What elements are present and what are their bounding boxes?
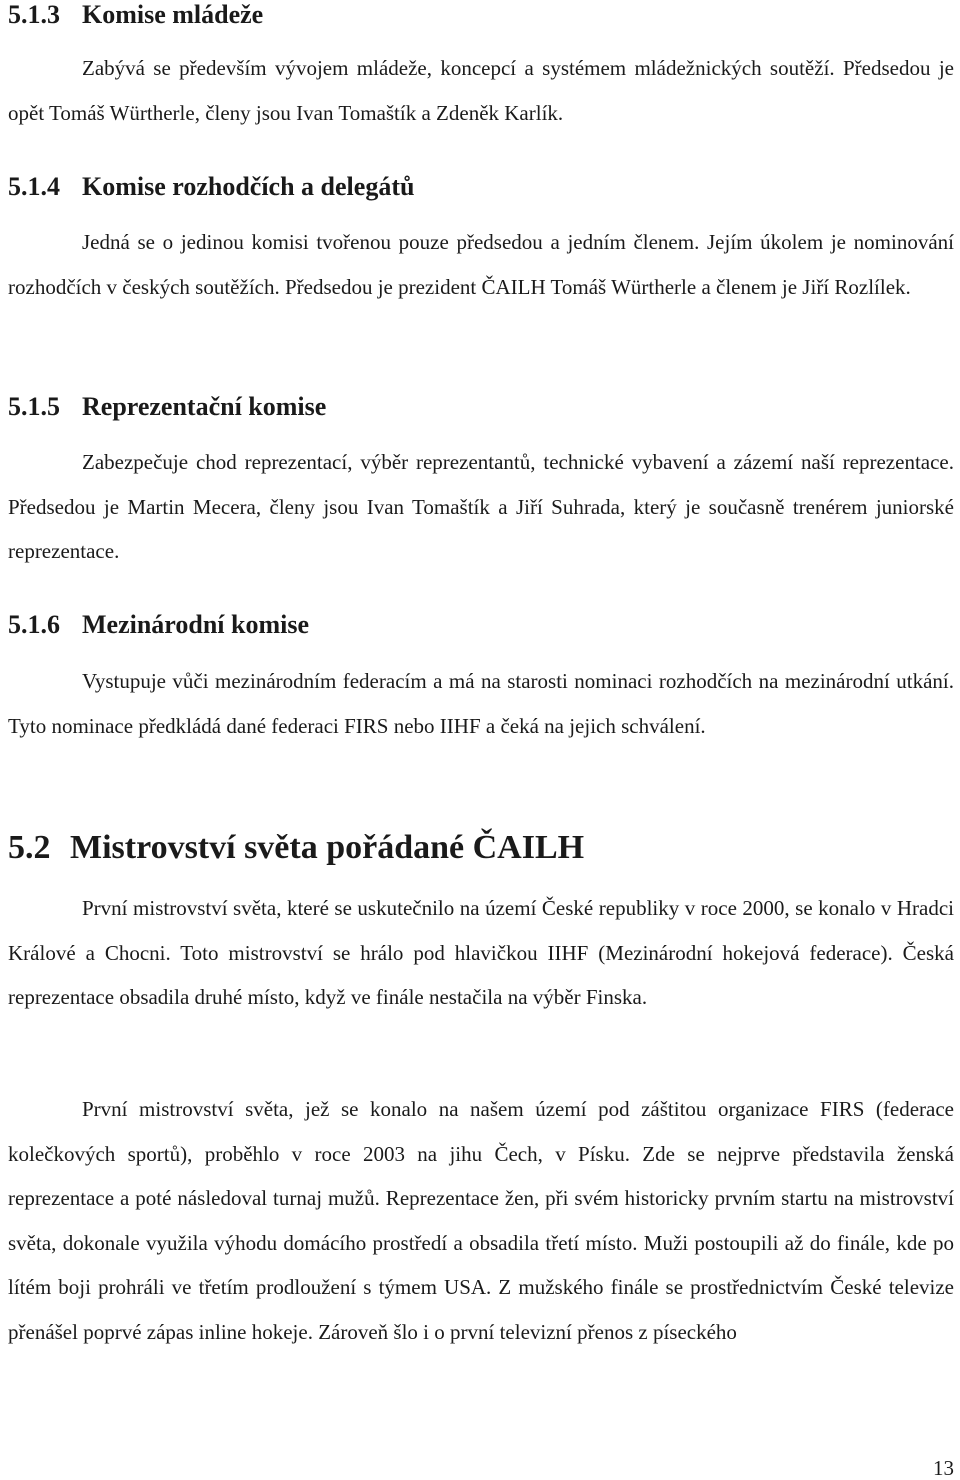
- page-number: 13: [933, 1456, 954, 1480]
- section-title: Reprezentační komise: [82, 392, 327, 421]
- section-number: 5.1.5: [8, 392, 60, 421]
- section-title: Mistrovství světa pořádané ČAILH: [70, 829, 585, 866]
- section-number: 5.1.6: [8, 610, 60, 639]
- paragraph: Jedná se o jedinou komisi tvořenou pouze předsedou a jedním členem. Jejím úkolem je nominování rozhodčích v českých soutěžích. Předsedou je prezident ČAILH Tomáš Würtherle a členem je Jiří Rozlílek.: [8, 230, 954, 299]
- paragraph: První mistrovství světa, které se uskutečnilo na území České republiky v roce 2000, se konalo v Hradci Králové a Chocni. Toto mistrovství se hrálo pod hlavičkou IIHF (Mezinárodní hokejová federace). Česká reprezentace obsadila druhé místo, když ve finále nestačila na výběr Finska.: [8, 896, 954, 1009]
- section-title: Mezinárodní komise: [82, 610, 310, 639]
- section-heading-5-1-6: [8, 610, 309, 640]
- section-heading-5-1-4: [8, 172, 414, 202]
- section-title: Komise rozhodčích a delegátů: [82, 172, 415, 201]
- section-heading-5-1-5: [8, 392, 326, 422]
- section-number: 5.1.3: [8, 0, 60, 29]
- paragraph: Zabezpečuje chod reprezentací, výběr reprezentantů, technické vybavení a zázemí naší reprezentace. Předsedou je Martin Mecera, členy jsou Ivan Tomaštík a Jiří Suhrada, který je současně trenérem juniorské reprezentace.: [8, 450, 954, 563]
- paragraph: Vystupuje vůči mezinárodním federacím a má na starosti nominaci rozhodčích na mezinárodní utkání. Tyto nominace předkládá dané federaci FIRS nebo IIHF a čeká na jejich schválení.: [8, 669, 954, 738]
- paragraph: První mistrovství světa, jež se konalo na našem území pod záštitou organizace FIRS (federace kolečkových sportů), proběhlo v roce 2003 na jihu Čech, v Písku. Zde se nejprve představila ženská reprezentace a poté následoval turnaj mužů. Reprezentace žen, při svém historicky prvním startu na mistrovství světa, dokonale využila výhodu domácího prostředí a obsadila třetí místo. Muži postoupili až do finále, kde po lítém boji prohráli ve třetím prodloužení s týmem USA. Z mužského finále se prostřednictvím České televize přenášel poprvé zápas inline hokeje. Zároveň šlo i o první televizní přenos z píseckého: [8, 1097, 954, 1344]
- section-title: Komise mládeže: [82, 0, 264, 29]
- section-heading-5-2: [8, 828, 584, 868]
- section-number: 5.2: [8, 829, 51, 866]
- paragraph: Zabývá se především vývojem mládeže, koncepcí a systémem mládežnických soutěží. Předsedou je opět Tomáš Würtherle, členy jsou Ivan Tomaštík a Zdeněk Karlík.: [8, 56, 954, 125]
- section-heading-5-1-3: [8, 0, 263, 30]
- section-number: 5.1.4: [8, 172, 60, 201]
